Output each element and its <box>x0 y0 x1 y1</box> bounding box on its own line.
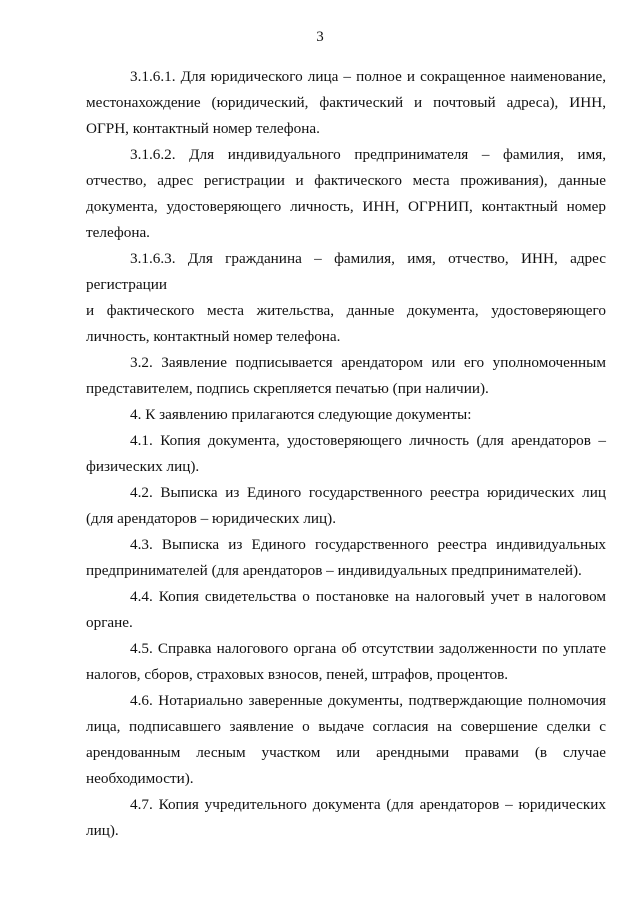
paragraph-4-6: 4.6. Нотариально заверенные документы, подтверждающие полномочия лица, подписавшего заявление о выдаче согласия на совершение сделки с арендованным лесным участком или арендными правами (в случае необходимости). <box>86 692 606 787</box>
paragraph-3-1-6-3-line1: 3.1.6.3. Для гражданина – фамилия, имя, отчество, ИНН, адрес <box>130 250 606 267</box>
paragraph-4-2: 4.2. Выписка из Единого государственного реестра юридических лиц (для арендаторов – юридических лиц). <box>86 484 606 527</box>
paragraph-3-1-6-2: 3.1.6.2. Для индивидуального предпринимателя – фамилия, имя, отчество, адрес регистрации и фактического места проживания), данные документа, удостоверяющего личность, ИНН, ОГРНИП, контактный номер телефона. <box>86 146 606 241</box>
paragraph-4-5: 4.5. Справка налогового органа об отсутствии задолженности по уплате налогов, сборов, страховых взносов, пеней, штрафов, процентов. <box>86 640 606 683</box>
page-number: 3 <box>316 29 324 45</box>
paragraph-3-1-6-1: 3.1.6.1. Для юридического лица – полное и сокращенное наименование, местонахождение (юридический, фактический и почтовый адреса), ИНН, ОГРН, контактный номер телефона. <box>86 68 606 137</box>
paragraph-4-7: 4.7. Копия учредительного документа (для арендаторов – юридических лиц). <box>86 796 606 839</box>
paragraph-3-2: 3.2. Заявление подписывается арендатором или его уполномоченным представителем, подпись скрепляется печатью (при наличии). <box>86 354 606 397</box>
document-body <box>86 64 606 844</box>
paragraph-4: 4. К заявлению прилагаются следующие документы: <box>130 406 472 423</box>
paragraph-4-1: 4.1. Копия документа, удостоверяющего личность (для арендаторов – физических лиц). <box>86 432 606 475</box>
paragraph-3-1-6-3-continuation: и фактического места жительства, данные документа, удостоверяющего личность, контактный номер телефона. <box>86 302 606 345</box>
paragraph-4-4: 4.4. Копия свидетельства о постановке на налоговый учет в налоговом органе. <box>86 588 606 631</box>
paragraph-4-3: 4.3. Выписка из Единого государственного реестра индивидуальных предпринимателей (для арендаторов – индивидуальных предпринимателей). <box>86 536 606 579</box>
paragraph-3-1-6-3-line2: регистрации <box>86 276 167 293</box>
paragraph-3-1-6-3 <box>86 246 606 298</box>
